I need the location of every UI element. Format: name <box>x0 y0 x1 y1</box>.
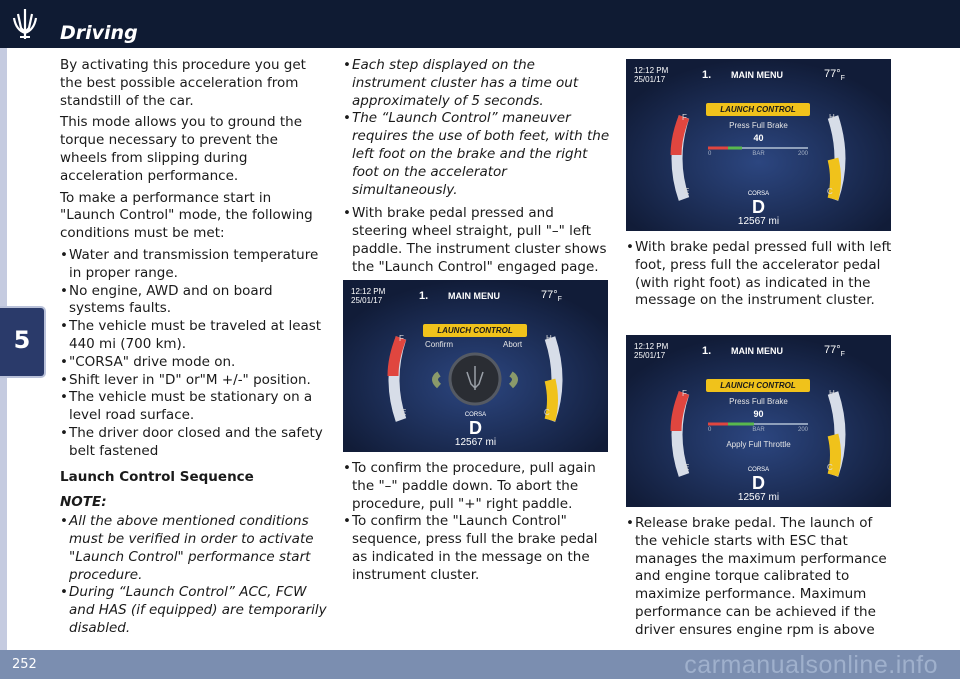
odometer-readout: 12567 mi <box>454 437 497 448</box>
fuel-full-label: F <box>399 334 404 343</box>
steps-list <box>343 205 613 276</box>
bar-unit-label: BAR <box>752 151 765 157</box>
conditions-paragraph: To make a performance start in "Launch Control" mode, the following conditions must be met: <box>60 189 313 242</box>
fuel-empty-label: E <box>684 463 690 472</box>
list-item: • During “Launch Control” ACC, FCW and HAS (if equipped) are temporarily disabled. <box>60 584 328 637</box>
apply-throttle-message: Apply Full Throttle <box>726 440 791 449</box>
temp-cold-label: C <box>827 187 833 196</box>
main-menu-label: MAIN MENU <box>448 291 500 301</box>
bar-max-label: 200 <box>798 427 809 433</box>
temp-hot-label: H <box>829 113 835 122</box>
odometer-readout: 12567 mi <box>737 216 780 227</box>
page-header <box>0 0 960 48</box>
launch-control-badge: LAUNCH CONTROL <box>706 103 810 116</box>
text-column-1 <box>60 57 328 638</box>
page-footer <box>0 650 960 679</box>
note-label: NOTE: <box>60 494 107 511</box>
fuel-full-label: F <box>682 389 687 398</box>
chapter-tab <box>0 306 46 378</box>
brake-pressure-value: 40 <box>753 133 764 143</box>
italic-notes-list <box>343 57 613 199</box>
list-item: • To confirm the "Launch Control" sequence, press full the brake pedal as indicated in the message on the instrument cluster. <box>343 513 613 584</box>
temp-cold-label: C <box>544 408 550 417</box>
temp-hot-label: H <box>829 389 835 398</box>
clock-readout: 12:12 PM 25/01/17 <box>634 66 669 84</box>
list-item: • "CORSA" drive mode on. <box>60 354 328 372</box>
drive-mode-label: CORSA <box>464 412 487 418</box>
steps-list <box>343 460 613 585</box>
list-item: • Shift lever in "D" or"M +/-" position. <box>60 372 328 390</box>
chapter-number: 5 <box>13 326 31 354</box>
bar-min-label: 0 <box>708 151 712 157</box>
notes-list <box>60 513 328 638</box>
list-item: • The “Launch Control” maneuver requires the use of both feet, with the left foot on the brake and the right foot on the accelerator simultaneously. <box>343 110 613 199</box>
text-column-2 <box>343 57 613 277</box>
text-column-3-lower <box>626 515 894 640</box>
bar-unit-label: BAR <box>752 427 765 433</box>
launch-control-badge: LAUNCH CONTROL <box>423 324 527 337</box>
text-column-2-lower <box>343 460 613 585</box>
temperature-readout: $77^\circ_F$ <box>824 68 845 83</box>
temp-cold-label: C <box>827 463 833 472</box>
clock-readout: 12:12 PM 25/01/17 <box>351 287 386 305</box>
confirm-label: Confirm <box>425 340 454 349</box>
temperature-readout: $77^\circ_F$ <box>541 289 562 304</box>
list-item: • To confirm the procedure, pull again the "–" paddle down. To abort the procedure, pull "+" right paddle. <box>343 460 613 513</box>
bar-max-label: 200 <box>798 151 809 157</box>
gear-display: D <box>469 418 482 438</box>
gear-display: D <box>752 473 765 493</box>
list-item: • With brake pedal pressed full with left foot, press full the accelerator pedal (with right foot) as indicated in the message on the instrument cluster. <box>626 239 894 310</box>
list-item: • The vehicle must be traveled at least 440 mi (700 km). <box>60 318 328 354</box>
gear-indicator: 1. <box>702 69 712 81</box>
intro-paragraph: By activating this procedure you get the best possible acceleration from standstill of the car. <box>60 57 306 109</box>
abort-label: Abort <box>503 340 523 349</box>
clock-readout: 12:12 PM 25/01/17 <box>634 342 669 360</box>
list-item: • Each step displayed on the instrument cluster has a time out approximately of 5 seconds. <box>343 57 613 110</box>
sequence-heading: Launch Control Sequence <box>60 468 254 485</box>
press-brake-message: Press Full Brake <box>729 397 788 406</box>
gear-display: D <box>752 197 765 217</box>
mode-paragraph: This mode allows you to ground the torque necessary to prevent the wheels from slipping during acceleration performance. <box>60 114 303 184</box>
instrument-cluster-throttle <box>626 335 891 507</box>
main-menu-label: MAIN MENU <box>731 346 783 356</box>
gear-indicator: 1. <box>702 345 712 357</box>
fuel-empty-label: E <box>684 187 690 196</box>
main-menu-label: MAIN MENU <box>731 70 783 80</box>
instrument-cluster-confirm <box>343 280 608 452</box>
list-item: • The vehicle must be stationary on a level road surface. <box>60 389 328 425</box>
brake-pressure-value: 90 <box>753 409 764 419</box>
instrument-cluster-brake <box>626 59 891 231</box>
watermark: carmanualsonline.info <box>684 651 938 679</box>
drive-mode-label: CORSA <box>747 191 770 197</box>
text-column-3 <box>626 239 894 310</box>
press-brake-message: Press Full Brake <box>729 121 788 130</box>
list-item: • With brake pedal pressed and steering wheel straight, pull "–" left paddle. The instrument cluster shows the "Launch Control" engaged page. <box>343 205 613 276</box>
steps-list <box>626 515 894 640</box>
list-item: • All the above mentioned conditions must be verified in order to activate "Launch Control" performance start procedure. <box>60 513 328 584</box>
launch-control-badge: LAUNCH CONTROL <box>706 379 810 392</box>
list-item: • The driver door closed and the safety belt fastened <box>60 425 328 461</box>
temperature-readout: $77^\circ_F$ <box>824 344 845 359</box>
page-number: 252 <box>12 657 37 672</box>
list-item: • Water and transmission temperature in proper range. <box>60 247 328 283</box>
gear-indicator: 1. <box>419 290 429 302</box>
section-title: Driving <box>60 22 138 44</box>
steps-list <box>626 239 894 310</box>
temp-hot-label: H <box>546 334 552 343</box>
list-item: • No engine, AWD and on board systems faults. <box>60 283 328 319</box>
fuel-empty-label: E <box>401 408 407 417</box>
drive-mode-label: CORSA <box>747 467 770 473</box>
odometer-readout: 12567 mi <box>737 492 780 503</box>
conditions-list <box>60 247 328 461</box>
bar-min-label: 0 <box>708 427 712 433</box>
trident-logo-icon <box>8 6 42 42</box>
list-item: • Release brake pedal. The launch of the vehicle starts with ESC that manages the maximum performance and engine torque calibrated to maximize performance. Maximum performance can be achieved if the driver ensures engine rpm is above <box>626 515 894 640</box>
fuel-full-label: F <box>682 113 687 122</box>
